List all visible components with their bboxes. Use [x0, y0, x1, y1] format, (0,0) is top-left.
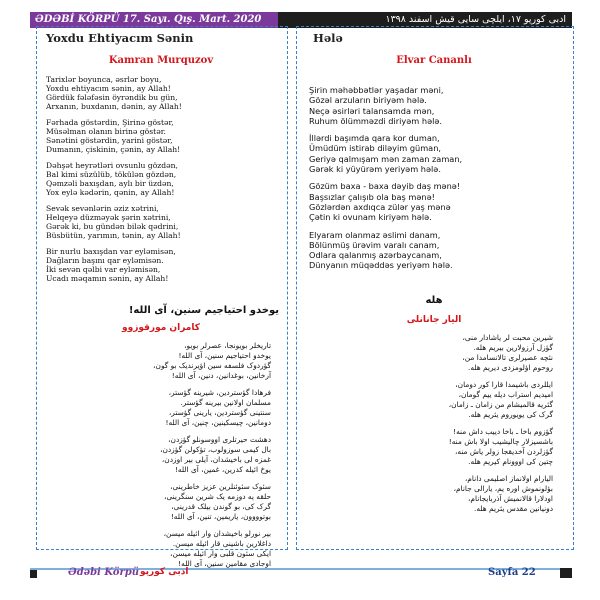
stanza [46, 75, 182, 111]
poem-line: İki sevən qəlbi var eyləmisən, [46, 265, 161, 274]
poem-line: گؤزل آرزولارین بیریم هله. [473, 343, 553, 352]
stanza [46, 161, 182, 197]
magazine-issue-info: ƏDƏBİ KÖRPÜ 17. Sayı. Qış. Mart. 2020 [30, 12, 278, 28]
poem-line: Dumanın, çiskinin, çənin, ay Allah! [46, 145, 181, 154]
poem-line: بؤلونموش اوره یم، یارالی جانام، [453, 484, 553, 493]
poem-line: چتین کی اووونام کیریم هله. [468, 457, 553, 466]
poem-line: ایللردی باشیمدا قارا کور دومان، [455, 380, 553, 389]
stanza [153, 341, 271, 381]
poem-line: بال کیمی سوزولوب، تؤکولن گؤزدن، [160, 445, 271, 454]
poem-line: آرخانین، بوغدانین، دنین، آی الله! [171, 371, 271, 380]
poem-line: ایکی سئون قلبی وار ائیله میسن، [170, 549, 271, 558]
poem-line: غمزه لی باخیشدان، آیلی بیر اوزدن، [161, 455, 271, 464]
poem-line: گؤزلردن آخدیقجا زولر یاش منه، [454, 447, 553, 456]
poem-line: بیر نورلو باخیشدان وار ائیله میسن، [163, 529, 271, 538]
poem-line: الیارام اولانماز اصلیمی دانام، [464, 474, 553, 483]
poem-line: Bölünmüş ürəvim varalı canam, [309, 239, 440, 250]
poem-line: Başsızlar çalışıb ola baş mənə! [309, 191, 435, 202]
poem-line: روحوم اؤلومزدی دیریم هله. [467, 363, 553, 372]
poem-line: تاریخلر بویونجا، عصرلر بویو، [184, 341, 271, 350]
poem-line: Tarixlər boyunca, əsrlər boyu, [46, 75, 162, 84]
poem-line: Ruhum ölümməzdi diriyəm hələ. [309, 115, 443, 126]
stanza [449, 427, 553, 467]
poem-line: Ucadı məqamın sənin, ay Allah! [46, 274, 169, 283]
poem-line: بوتوووون، یاریمین، تنین، آی الله! [170, 512, 271, 521]
poem-line: Qəmzəli baxışdan, aylı bir üzdən, [46, 179, 174, 188]
right-poem-body [309, 85, 462, 278]
left-poem-author-ar: کامران مورقوزوو [122, 323, 200, 333]
left-column [36, 26, 288, 568]
poem-line: سنتینی گؤستردین، یارینی گؤستر، [168, 408, 271, 417]
right-poem-body-ar [449, 333, 553, 521]
poem-line: امیدیم استراب دیله ییم گومان، [458, 390, 553, 399]
stanza [153, 435, 271, 475]
stanza [309, 230, 462, 271]
poem-line: Ümüdüm istirab diləyim güman, [309, 143, 441, 154]
poem-line: Gözüm baxa - baxa dəyib daş mənə! [309, 181, 461, 192]
poem-line: دونیانین مقدس یئریم هله. [474, 504, 553, 513]
left-poem-body [46, 75, 182, 290]
poem-line: اودلارا قالانمیش آذربایجانام، [467, 494, 553, 503]
poem-line: گؤزوم باخا ـ باخا دییب داش منه! [453, 427, 553, 436]
poem-line: Fərhada göstərdin, Şirinə göstər, [46, 118, 174, 127]
stanza [46, 247, 182, 283]
poem-line: مسلمان اولانین بیرینه گؤستر. [180, 398, 271, 407]
stanza [153, 388, 271, 428]
left-poem-author: Kamran Murquzov [108, 55, 214, 66]
poem-line: گرک کی، بو گوندن بیلک قدرینی، [171, 502, 271, 511]
footer-decor-left [30, 570, 37, 578]
poem-line: Elyaram olanmaz əslimi danam, [309, 229, 441, 240]
poem-line: دومانین، چیسکینین، چنین، آی الله! [165, 418, 271, 427]
right-poem-title: Hələ [313, 31, 343, 45]
stanza [46, 118, 182, 154]
poem-line: Büsbütün, yarımın, tənin, ay Allah! [46, 231, 181, 240]
poem-line: Şirin məhəbbətlər yaşadar məni, [309, 85, 444, 95]
poem-line: Bir nurlu baxışdan var eyləmisən, [46, 247, 176, 256]
poem-line: Müsəlman olanın birinə göstər. [46, 127, 166, 136]
poem-line: Gördük fələfəsin öyrəndik bu gün, [46, 93, 178, 102]
stanza [449, 380, 553, 420]
right-column [296, 26, 574, 550]
poem-line: اوجادی مقامین سنین، آی الله! [178, 559, 271, 568]
poem-line: دهشت حیرتلری اووسونلو گؤزدن، [168, 435, 271, 444]
poem-line: Dəhşət heyrətləri ovsunlu gözdən, [46, 161, 178, 170]
poem-line: Gərək ki, bu gündən bilək qədrini, [46, 222, 179, 231]
poem-line: داغلارین باشینی قار ائیله میسن. [172, 539, 271, 548]
poem-line: Yoxdu ehtiyacım sənin, ay Allah! [46, 84, 171, 93]
stanza [153, 529, 271, 569]
poem-line: گئریه قالمیشام من زامان ـ زامان، [448, 400, 553, 409]
poem-line: شیرین محبت لر یاشادار منی، [462, 333, 553, 342]
poem-line: Sənətini göstərdin, yarini göstər, [46, 136, 173, 145]
poem-line: سئوک سئوئنلرین عزیز خاطرینی، [170, 482, 271, 491]
poem-line: Bal kimi süzülüb, tökülən gözdən, [46, 170, 177, 179]
magazine-issue-info-ar: ادبی کورپو ۱۷، ایلچی سایی قیش اسفند ۱۳۹۸ [385, 14, 566, 25]
stanza [46, 204, 182, 240]
poem-line: Gərək ki yüyürəm yeriyəm hələ. [309, 164, 441, 175]
footer-magazine-name-ar: ادبی کورپو [140, 567, 189, 577]
poem-line: یوخدو احتیاجیم سنین، آی الله! [178, 351, 271, 360]
poem-line: گرک کی یویوروم یئریم هله. [468, 410, 553, 419]
poem-line: گؤردوک فلسفه سین اؤیرندیک بو گون، [153, 361, 271, 370]
poem-line: یوخ ائیله کدرین، غمین، آی الله! [174, 465, 271, 474]
poem-line: Odlara qalanmış azərbaycanam, [309, 250, 442, 261]
poem-line: حلقه یه دوزمه یک شرین سنگرینی، [164, 492, 271, 501]
page-number: Sayfa 22 [488, 567, 536, 578]
stanza [153, 482, 271, 522]
stanza [309, 133, 462, 174]
poem-line: Sevək sevənlərin əziz xətrini, [46, 204, 159, 213]
poem-line: Arxanın, buxdanın, dənin, ay Allah! [46, 102, 182, 111]
poem-line: Çətin ki ovunam kiriyəm hələ. [309, 212, 432, 223]
right-poem-author-ar: الیار جانانلی [406, 315, 462, 325]
poem-line: Neçə əsirləri talansamda mən, [309, 105, 435, 116]
poem-line: Helqeyə düzməyək şərin xətrini, [46, 213, 171, 222]
poem-line: باشسیزلار چالیشیب اولا باش منه! [448, 437, 553, 446]
stanza [309, 181, 462, 222]
poem-line: Gözlərdən axdıqca zülər yaş mənə [309, 201, 451, 212]
poem-line: Geriyə qalmışam mən zaman zaman, [309, 153, 463, 164]
poem-line: Yox eylə kədərin, qənin, ay Allah! [46, 188, 175, 197]
poem-line: نئچه عصیرلری تالانسامدا من، [462, 353, 553, 362]
poem-line: İllərdi başımda qara kor duman, [309, 133, 440, 144]
footer-magazine-name: Ədəbi Körpü [68, 567, 140, 578]
stanza [449, 333, 553, 373]
footer-decor-right [560, 568, 572, 578]
left-poem-title: Yoxdu Ehtiyacım Sənin [46, 31, 194, 45]
stanza [309, 85, 462, 126]
poem-line: Dağların başını qar eyləmisən. [46, 256, 164, 265]
left-poem-title-ar: یوخدو احتیاجیم سنین، آی الله! [128, 305, 279, 316]
left-poem-body-ar [153, 341, 271, 576]
right-poem-author: Elvar Cananlı [396, 55, 472, 66]
poem-line: Gözəl arzuların biriyəm hələ. [309, 95, 427, 106]
poem-line: فرهادا گؤستردین، شیرینه گؤستر، [168, 388, 271, 397]
stanza [449, 474, 553, 514]
right-poem-title-ar: هله [425, 295, 443, 306]
poem-line: Dünyanın müqəddəs yeriyəm hələ. [309, 260, 453, 271]
